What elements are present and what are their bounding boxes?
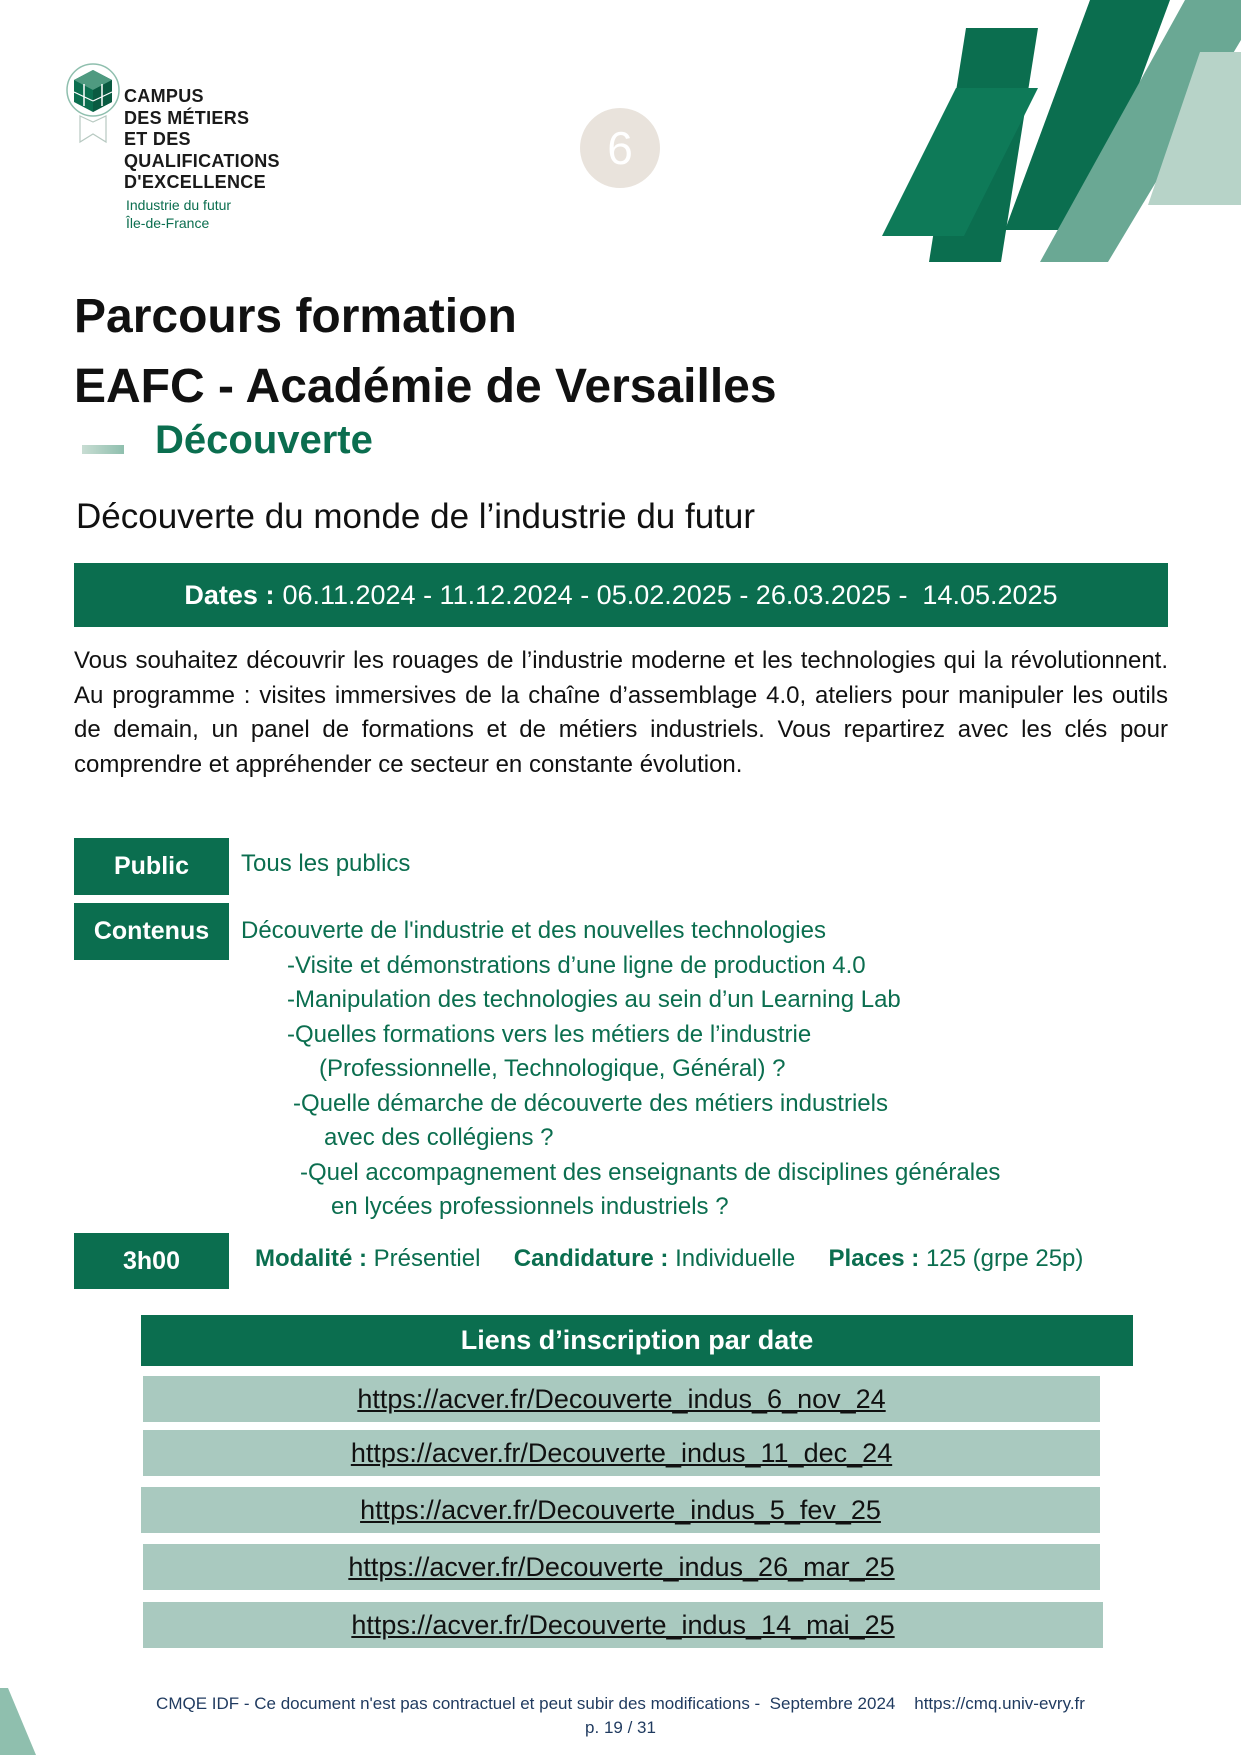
category-dash — [82, 445, 124, 454]
decorative-stripes — [880, 0, 1241, 262]
footer — [0, 1692, 1241, 1740]
page-title: Parcours formation EAFC - Académie de Versailles — [74, 290, 777, 413]
footer-page: p. 19 / 31 — [585, 1718, 656, 1737]
list-item: (Professionnelle, Technologique, Général) ? — [319, 1055, 786, 1082]
logo-subtitle: Industrie du futur Île-de-France — [126, 197, 232, 231]
registration-link[interactable]: https://acver.fr/Decouverte_indus_26_mar_25 — [143, 1544, 1100, 1590]
list-item: avec des collégiens ? — [324, 1124, 554, 1151]
dates-bar: Dates : 06.11.2024 - 11.12.2024 - 05.02.2025 - 26.03.2025 - 14.05.2025 — [74, 563, 1168, 627]
list-item: -Visite et démonstrations d’une ligne de production 4.0 — [287, 951, 866, 979]
public-label: Public — [74, 838, 229, 895]
campus-logo-icon — [62, 62, 124, 144]
list-item: -Manipulation des technologies au sein d’un Learning Lab — [287, 986, 901, 1013]
list-item: -Quelle démarche de découverte des métiers industriels — [293, 1089, 888, 1117]
category-label: Découverte — [155, 418, 373, 462]
registration-link[interactable]: https://acver.fr/Decouverte_indus_6_nov_24 — [143, 1376, 1100, 1422]
list-item: -Quel accompagnement des enseignants de disciplines générales — [300, 1158, 1001, 1186]
public-value: Tous les publics — [241, 850, 411, 877]
contenus-list — [241, 914, 1000, 1225]
footer-text: CMQE IDF - Ce document n'est pas contractuel et peut subir des modifications - Septembre 2024 https://cmq.univ-evry.fr — [156, 1694, 1085, 1713]
registration-link[interactable]: https://acver.fr/Decouverte_indus_5_fev_25 — [141, 1487, 1100, 1533]
list-item: Découverte de l'industrie et des nouvelles technologies — [241, 917, 826, 944]
list-item: en lycées professionnels industriels ? — [331, 1193, 729, 1220]
contenus-label: Contenus — [74, 903, 229, 960]
logo-wordmark: CAMPUS DES MÉTIERS ET DES QUALIFICATIONS D'EXCELLENCE — [124, 86, 280, 192]
training-subtitle: Découverte du monde de l’industrie du futur — [76, 497, 756, 536]
registration-link[interactable]: https://acver.fr/Decouverte_indus_11_dec_24 — [143, 1430, 1100, 1476]
duration-label: 3h00 — [74, 1233, 229, 1289]
links-header: Liens d’inscription par date — [141, 1315, 1133, 1366]
intro-paragraph: Vous souhaitez découvrir les rouages de l’industrie moderne et les technologies qui la révolutionnent. Au programme : visites immersives de la chaîne d’assemblage 4.0, ateliers pour manipuler les outils de demain, un panel de formations et de métiers industriels. Vous repartirez avec les clés pour comprendre et appréhender ce secteur en constante évolution. — [74, 647, 1168, 778]
registration-link[interactable]: https://acver.fr/Decouverte_indus_14_mai_25 — [143, 1602, 1103, 1648]
list-item: -Quelles formations vers les métiers de l’industrie — [287, 1020, 812, 1048]
page-number-badge: 6 — [580, 108, 660, 188]
modalities-row: Modalité : Présentiel Candidature : Individuelle Places : 125 (grpe 25p) — [255, 1245, 1084, 1272]
